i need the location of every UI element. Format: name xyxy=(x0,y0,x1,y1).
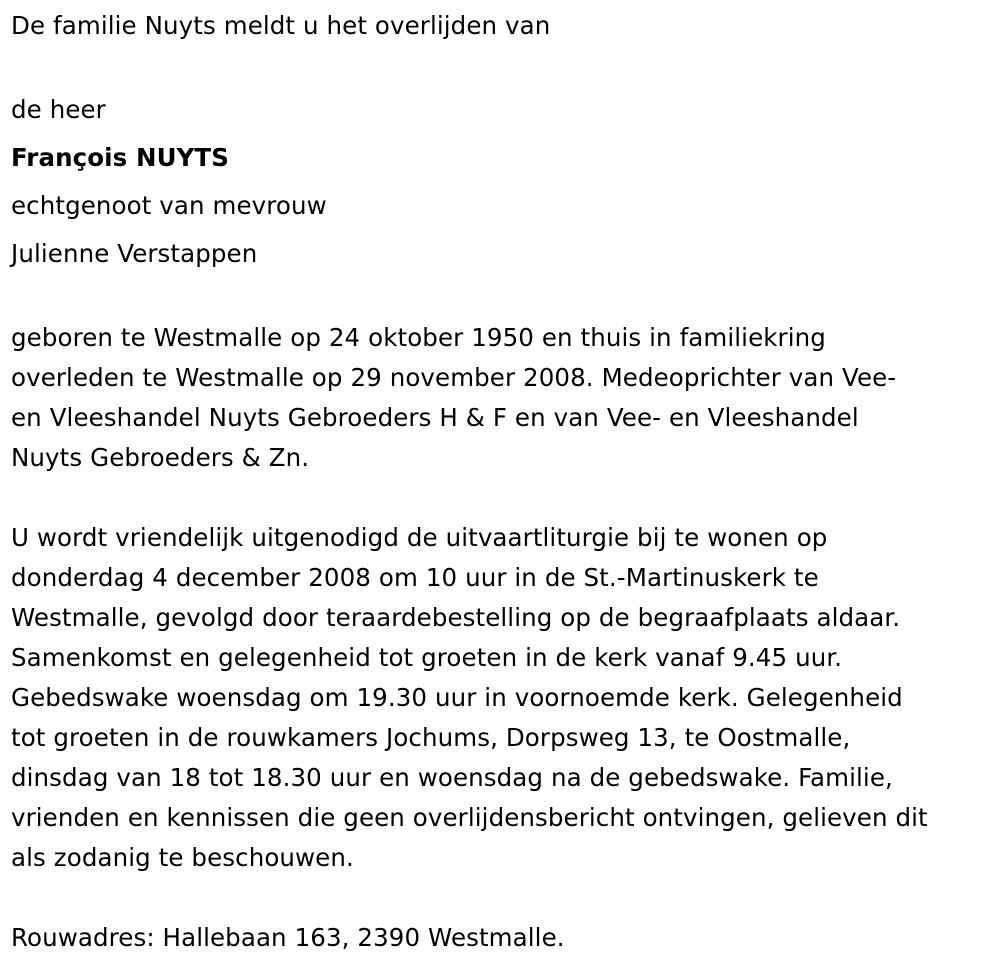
funeral-line: Samenkomst en gelegenheid tot groeten in de kerk vanaf 9.45 uur. xyxy=(11,643,843,672)
salutation-text: de heer xyxy=(11,95,106,124)
funeral-line: donderdag 4 december 2008 om 10 uur in de St.-Martinuskerk te xyxy=(11,563,819,592)
funeral-paragraph xyxy=(11,518,986,878)
spouse-name: Julienne Verstappen xyxy=(11,239,258,268)
deceased-name: François NUYTS xyxy=(11,143,229,172)
funeral-line: Westmalle, gevolgd door teraardebestelling op de begraafplaats aldaar. xyxy=(11,603,901,632)
funeral-line: als zodanig te beschouwen. xyxy=(11,843,354,872)
funeral-line: tot groeten in de rouwkamers Jochums, Dorpsweg 13, te Oostmalle, xyxy=(11,723,851,752)
biography-paragraph xyxy=(11,318,986,478)
obituary-document xyxy=(11,6,991,958)
biography-line: Nuyts Gebroeders & Zn. xyxy=(11,443,310,472)
spacer xyxy=(11,46,991,86)
spacer xyxy=(11,478,991,518)
spacer xyxy=(11,278,991,318)
mourning-address: Rouwadres: Hallebaan 163, 2390 Westmalle. xyxy=(11,923,565,952)
spacer xyxy=(11,878,991,918)
spouse-label: echtgenoot van mevrouw xyxy=(11,191,327,220)
funeral-line: U wordt vriendelijk uitgenodigd de uitvaartliturgie bij te wonen op xyxy=(11,523,828,552)
biography-line: geboren te Westmalle op 24 oktober 1950 en thuis in familiekring xyxy=(11,323,826,352)
biography-line: en Vleeshandel Nuyts Gebroeders H & F en van Vee- en Vleeshandel xyxy=(11,403,859,432)
intro-text: De familie Nuyts meldt u het overlijden van xyxy=(11,11,551,40)
funeral-line: Gebedswake woensdag om 19.30 uur in voornoemde kerk. Gelegenheid xyxy=(11,683,903,712)
funeral-line: vrienden en kennissen die geen overlijdensbericht ontvingen, gelieven dit xyxy=(11,803,928,832)
biography-line: overleden te Westmalle op 29 november 2008. Medeoprichter van Vee- xyxy=(11,363,897,392)
funeral-line: dinsdag van 18 tot 18.30 uur en woensdag na de gebedswake. Familie, xyxy=(11,763,893,792)
